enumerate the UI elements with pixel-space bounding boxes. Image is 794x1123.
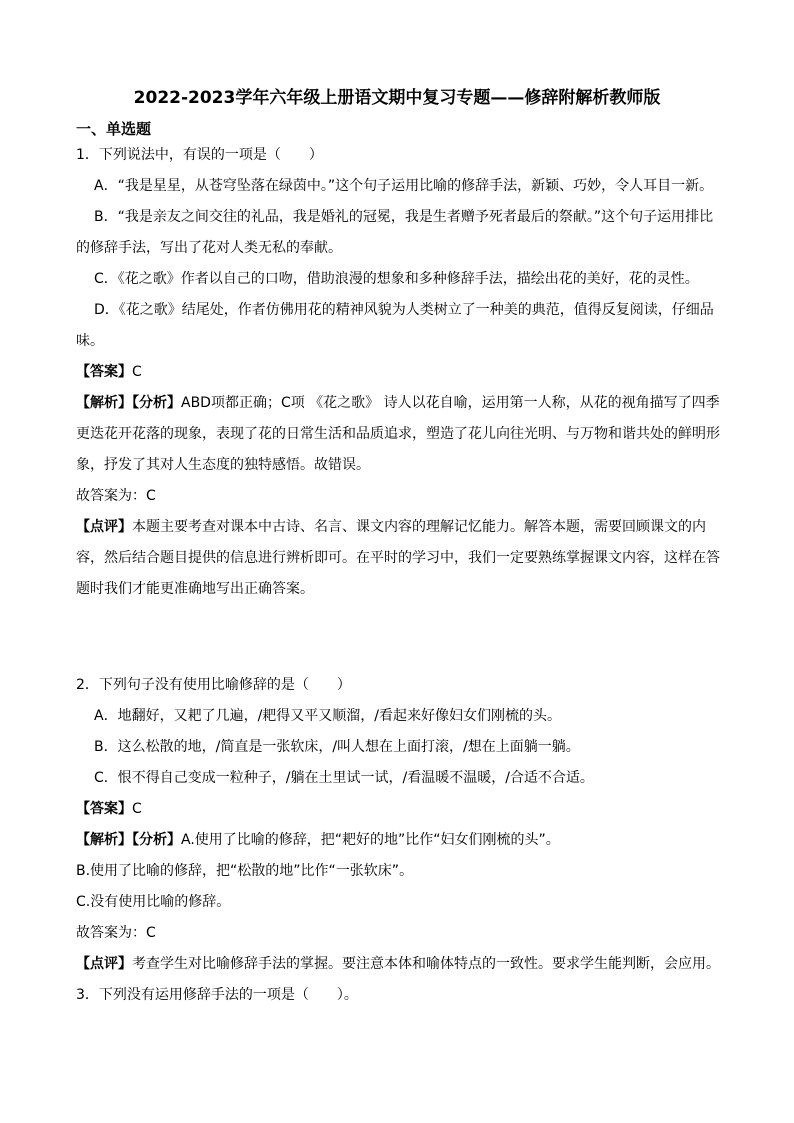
comment-body: 考查学生对比喻修辞手法的掌握。要注意本体和喻体特点的一致性。要求学生能判断，会应用。 [132, 956, 720, 972]
comment-tag: 【点评】 [76, 956, 132, 972]
section-heading: 一、单选题 [76, 120, 152, 138]
question-stem: 1．下列说法中，有误的一项是（ ） [76, 147, 323, 163]
question-2 [76, 670, 724, 1011]
comment-body: 本题主要考查对课本中古诗、名言、课文内容的理解记忆能力。解答本题，需要回顾课文的内容，然后结合题目提供的信息进行辨析即可。在平时的学习中，我们一定要熟练掌握课文内容，这样在答题时我们才能更准确地写出正确答案。 [76, 519, 720, 597]
answer-tag: 【答案】 [76, 364, 132, 380]
page-title: 2022-2023学年六年级上册语文期中复习专题——修辞附解析教师版 [133, 88, 661, 108]
analysis-text [76, 388, 724, 481]
answer-value: C [132, 801, 142, 817]
analysis-line-b: B.使用了比喻的修辞，把“松散的地”比作“一张软床”。 [76, 863, 414, 879]
final-answer: 故答案为：C [76, 925, 156, 941]
analysis-body: A.使用了比喻的修辞，把“耙好的地”比作“妇女们刚梳的头”。 [181, 832, 560, 848]
analysis-body: ABD项都正确；C项 《花之歌》 诗人以花自喻，运用第一人称，从花的视角描写了四季更迭花开花落的现象，表现了花的日常生活和品质追求，塑造了花儿向往光明、与万物和谐共处的鲜明形象，抒发了其对人生态度的独特感悟。故错误。 [76, 395, 720, 473]
analysis-line-c: C.没有使用比喻的修辞。 [76, 894, 231, 910]
option-b: B．“我是亲友之间交往的礼品，我是婚礼的冠冕，我是生者赠予死者最后的祭献。”这个句子运用排比的修辞手法，写出了花对人类无私的奉献。 [76, 209, 714, 256]
final-answer: 故答案为：C [76, 488, 156, 504]
option-c: C．《花之歌》作者以自己的口吻，借助浪漫的想象和多种修辞手法，描绘出花的美好，花的灵性。 [94, 271, 699, 287]
comment-text [76, 512, 724, 605]
option-d: D．《花之歌》结尾处，作者仿佛用花的精神风貌为人类树立了一种美的典范，值得反复阅读，仔细品味。 [76, 302, 714, 349]
answer-value: C [132, 364, 142, 380]
comment-text [76, 949, 724, 980]
option-b: B．这么松散的地，/简直是一张软床，/叫人想在上面打滚，/想在上面躺一躺。 [94, 739, 580, 755]
answer-line [76, 794, 724, 825]
option-a: A．地翻好，又耙了几遍，/耙得又平又顺溜，/看起来好像妇女们刚梳的头。 [94, 708, 562, 724]
analysis-text [76, 825, 724, 856]
question-3-stem: 3．下列没有运用修辞手法的一项是（ ）。 [76, 987, 358, 1003]
answer-tag: 【答案】 [76, 801, 132, 817]
question-stem: 2．下列句子没有使用比喻修辞的是（ ） [76, 677, 351, 693]
answer-line [76, 357, 724, 388]
option-c: C．恨不得自己变成一粒种子，/躺在土里试一试，/看温暖不温暖，/合适不合适。 [94, 770, 594, 786]
option-a: A．“我是星星，从苍穹坠落在绿茵中。”这个句子运用比喻的修辞手法，新颖、巧妙，令人耳目一新。 [94, 178, 714, 194]
analysis-tag: 【解析】【分析】 [76, 832, 181, 848]
analysis-tag: 【解析】【分析】 [76, 395, 181, 411]
question-1 [76, 140, 724, 605]
comment-tag: 【点评】 [76, 519, 132, 535]
